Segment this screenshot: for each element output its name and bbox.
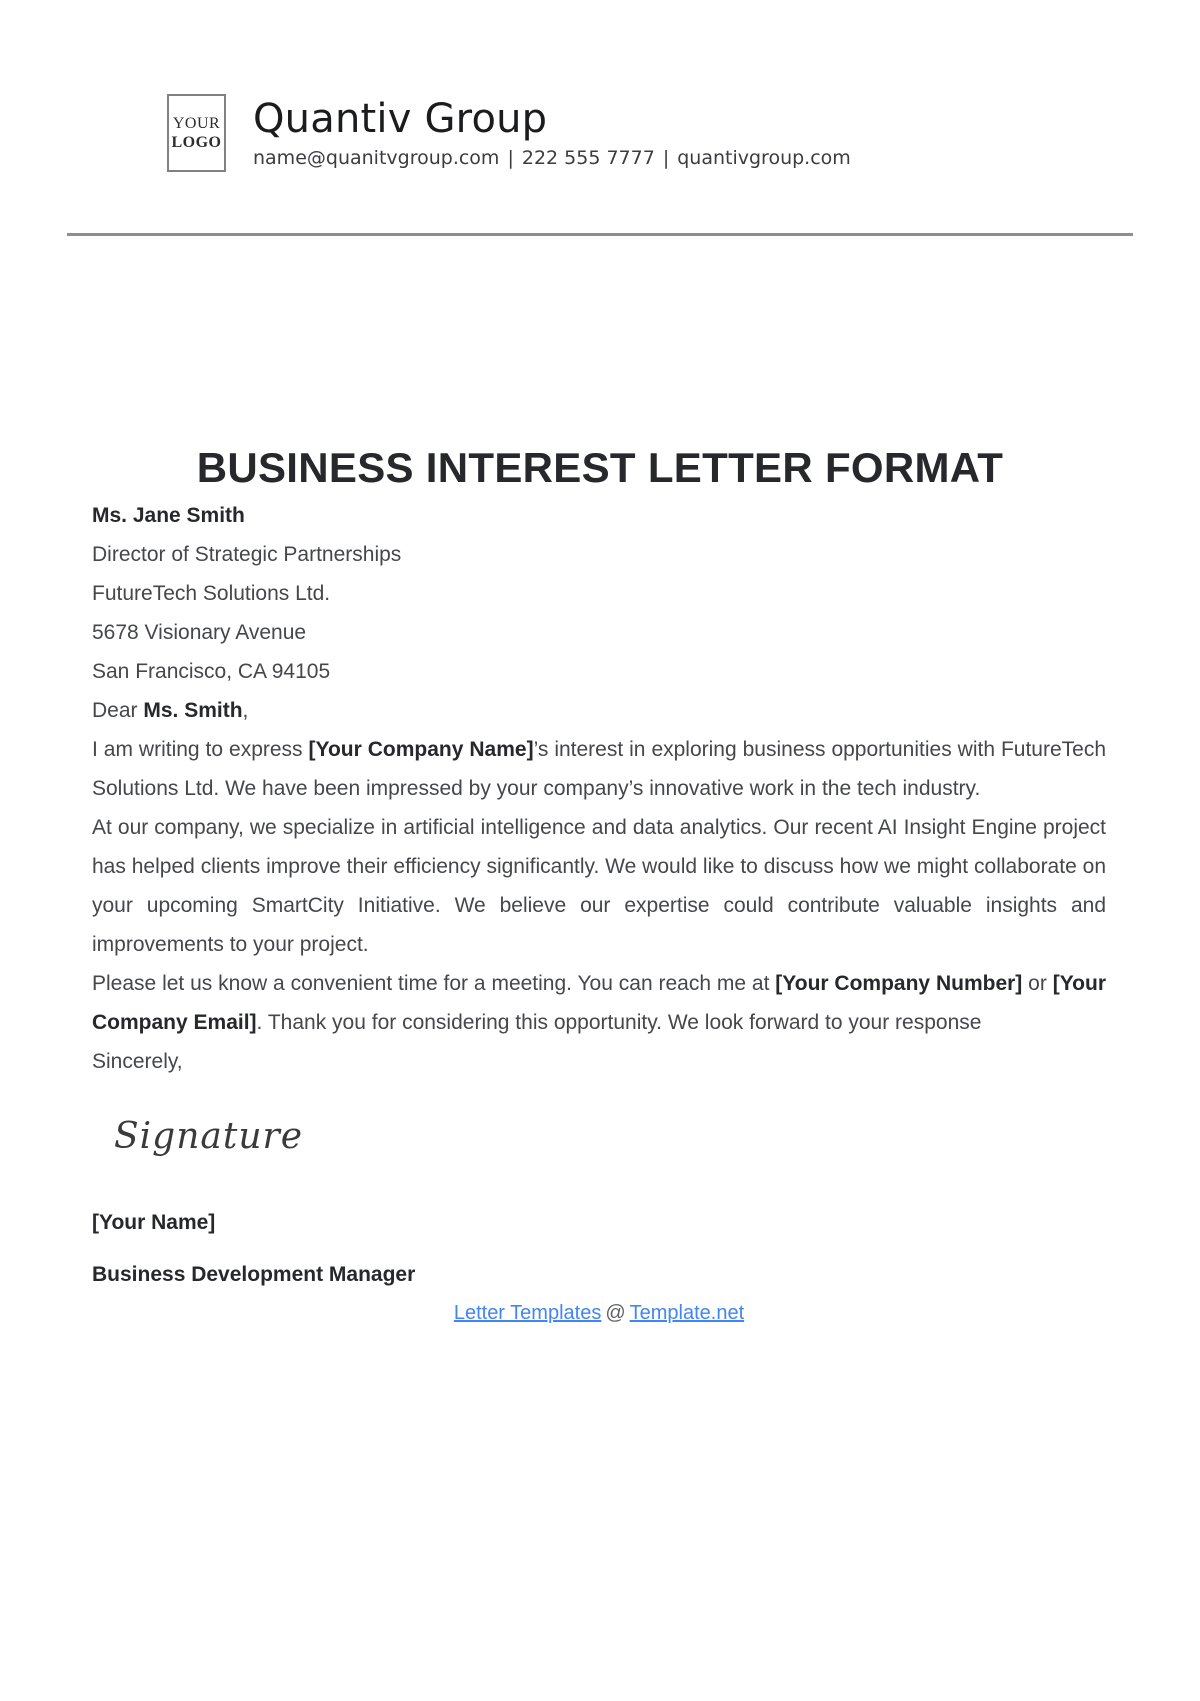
recipient-job-title: Director of Strategic Partnerships <box>92 543 402 566</box>
company-logo <box>167 94 226 172</box>
contact-separator: | <box>507 147 514 169</box>
body-text: Please let us know a convenient time for a meeting. You can reach me at <box>92 972 776 995</box>
logo-text-your: YOUR <box>172 115 221 132</box>
brand-block <box>253 94 851 170</box>
paragraph-intro <box>92 730 1106 808</box>
header-divider <box>67 233 1133 236</box>
body-text: , <box>242 699 249 722</box>
sender-job-title: Business Development Manager <box>92 1263 416 1286</box>
contact-separator: | <box>662 147 670 169</box>
bold-placeholder-text: [Your Company Name] <box>308 738 534 761</box>
paragraph-company-expertise <box>92 808 1106 964</box>
recipient-company: FutureTech Solutions Ltd. <box>92 582 331 605</box>
salutation <box>92 691 1106 730</box>
logo-text-logo: LOGO <box>171 134 222 151</box>
signature-script: Signature <box>114 1116 304 1157</box>
contact-line <box>253 147 851 170</box>
contact-phone: 222 555 7777 <box>521 147 655 169</box>
footer-at-separator: @ <box>605 1302 626 1324</box>
body-text: At our company, we specialize in artificial intelligence and data analytics. Our recent AI Insight Engine project has helped clients improve their efficiency significantly. We would like to discuss how we might collaborate on your upcoming SmartCity Initiative. We believe our expertise could contribute valuable insights and improvements to your project. <box>92 816 1106 956</box>
recipient-address-street: 5678 Visionary Avenue <box>92 621 307 644</box>
closing: Sincerely, <box>92 1050 183 1073</box>
letter-title: BUSINESS INTEREST LETTER FORMAT <box>196 444 1004 491</box>
contact-email: name@quanitvgroup.com <box>253 147 500 169</box>
recipient-name: Ms. Jane Smith <box>92 504 245 527</box>
company-name: Quantiv Group <box>253 96 548 142</box>
body-text: Dear <box>92 699 144 722</box>
body-text: or <box>1022 972 1053 995</box>
body-text: I am writing to express <box>92 738 309 761</box>
letter-content <box>92 496 1106 1333</box>
body-text: ’s interest in exploring business opportunities with FutureTech Solutions Ltd. We have been impressed by your company’s innovative work in the tech industry. <box>92 738 1107 800</box>
sender-name: [Your Name] <box>92 1211 216 1234</box>
bold-placeholder-text: [Your Company Number] <box>775 972 1023 995</box>
footer-attribution <box>92 1294 1106 1333</box>
template-net-link[interactable]: Template.net <box>629 1302 745 1324</box>
recipient-address-city: San Francisco, CA 94105 <box>92 660 331 683</box>
bold-placeholder-text: Ms. Smith <box>143 699 243 722</box>
contact-website: quantivgroup.com <box>677 147 851 169</box>
letterhead <box>167 94 851 172</box>
paragraph-call-to-action <box>92 964 1106 1042</box>
body-text: . Thank you for considering this opportunity. We look forward to your response <box>256 1011 982 1034</box>
bold-placeholder-text: [Your Company Email] <box>92 972 1106 1034</box>
letter-templates-link[interactable]: Letter Templates <box>453 1302 602 1324</box>
